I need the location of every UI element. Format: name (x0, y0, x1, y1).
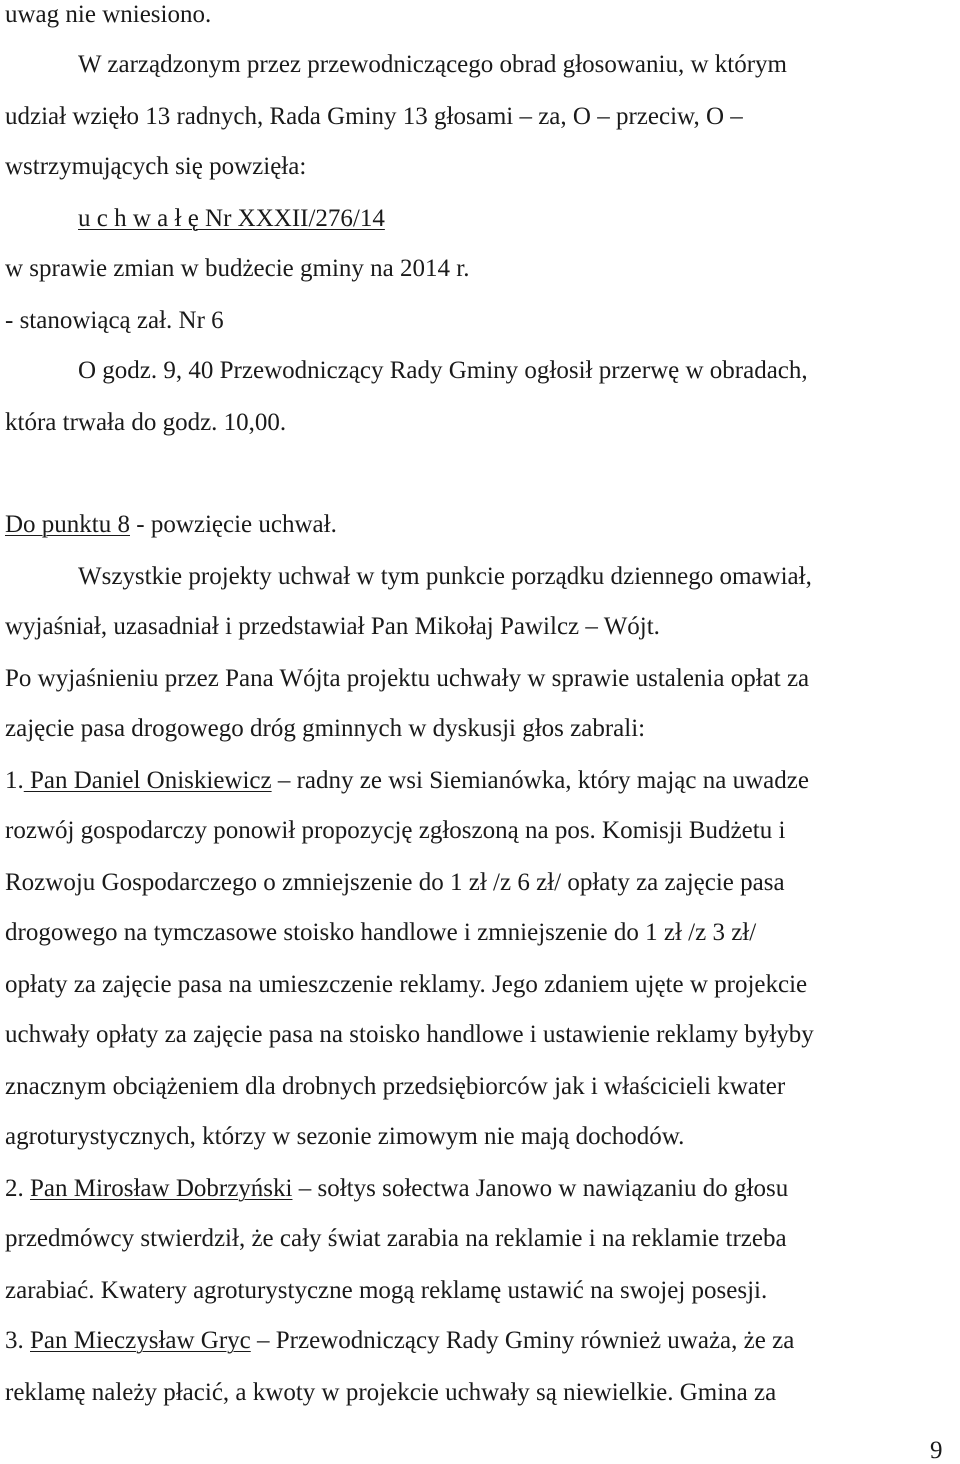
text-line: uchwały opłaty za zajęcie pasa na stoisko handlowe i ustawienie reklamy byłyby (5, 1021, 814, 1048)
text-line: w sprawie zmian w budżecie gminy na 2014 r. (5, 255, 470, 282)
text-line: zajęcie pasa drogowego dróg gminnych w dyskusji głos zabrali: (5, 715, 646, 742)
text-line: opłaty za zajęcie pasa na umieszczenie reklamy. Jego zdaniem ujęte w projekcie (5, 971, 808, 998)
text-line: znacznym obciążeniem dla drobnych przedsiębiorców jak i właścicieli kwater (5, 1073, 786, 1100)
section-heading-text: - powzięcie uchwał. (130, 511, 337, 538)
text-line: drogowego na tymczasowe stoisko handlowe i zmniejszenie do 1 zł /z 3 zł/ (5, 919, 757, 946)
text-line: uwag nie wniesiono. (5, 1, 212, 28)
speaker-text: – sołtys sołectwa Janowo w nawiązaniu do głosu (292, 1175, 789, 1202)
text-line: zarabiać. Kwatery agroturystyczne mogą reklamę ustawić na swojej posesji. (5, 1277, 768, 1304)
text-line: Po wyjaśnieniu przez Pana Wójta projektu uchwały w sprawie ustalenia opłat za (5, 665, 810, 692)
text-line: O godz. 9, 40 Przewodniczący Rady Gminy ogłosił przerwę w obradach, (78, 357, 808, 384)
speaker-number: 2. (5, 1175, 30, 1202)
speaker-item (5, 1328, 794, 1353)
text-line: wyjaśniał, uzasadniał i przedstawiał Pan Mikołaj Pawilcz – Wójt. (5, 613, 660, 640)
speaker-number: 1. (5, 767, 24, 794)
text-line: W zarządzonym przez przewodniczącego obrad głosowaniu, w którym (78, 51, 787, 78)
speaker-text: – radny ze wsi Siemianówka, który mając na uwadze (271, 767, 809, 794)
section-heading-label: Do punktu 8 (5, 511, 130, 538)
page-number: 9 (930, 1437, 943, 1464)
speaker-name: Pan Daniel Oniskiewicz (23, 767, 272, 794)
speaker-name: Pan Mieczysław Gryc (30, 1327, 251, 1354)
speaker-item (5, 768, 809, 793)
text-line: która trwała do godz. 10,00. (5, 409, 287, 436)
text-line: reklamę należy płacić, a kwoty w projekcie uchwały są niewielkie. Gmina za (5, 1379, 777, 1406)
section-heading (5, 512, 337, 537)
text-line: Wszystkie projekty uchwał w tym punkcie porządku dziennego omawiał, (78, 563, 812, 590)
speaker-item (5, 1176, 788, 1201)
speaker-number: 3. (5, 1327, 30, 1354)
speaker-name: Pan Mirosław Dobrzyński (30, 1175, 293, 1202)
text-line: - stanowiącą zał. Nr 6 (5, 307, 224, 334)
resolution-number: u c h w a ł ę Nr XXXII/276/14 (78, 205, 385, 232)
speaker-text: – Przewodniczący Rady Gminy również uważa, że za (250, 1327, 795, 1354)
text-line: agroturystycznych, którzy w sezonie zimowym nie mają dochodów. (5, 1123, 685, 1150)
text-line: Rozwoju Gospodarczego o zmniejszenie do 1 zł /z 6 zł/ opłaty za zajęcie pasa (5, 869, 785, 896)
text-line: udział wzięło 13 radnych, Rada Gminy 13 głosami – za, O – przeciw, O – (5, 103, 743, 130)
text-line: przedmówcy stwierdził, że cały świat zarabia na reklamie i na reklamie trzeba (5, 1225, 787, 1252)
text-line: wstrzymujących się powzięła: (5, 153, 307, 180)
text-line: rozwój gospodarczy ponowił propozycję zgłoszoną na pos. Komisji Budżetu i (5, 817, 786, 844)
